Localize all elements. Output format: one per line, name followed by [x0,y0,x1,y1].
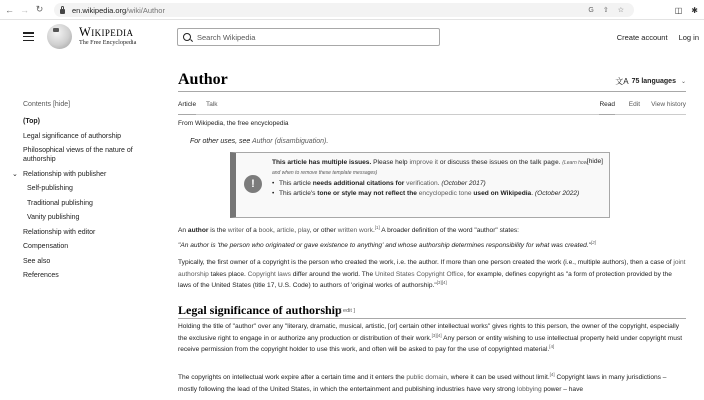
text: , [272,227,277,234]
paragraph-quote [178,240,686,252]
public-domain-link[interactable]: public domain [406,374,448,381]
improve-it-link[interactable]: improve it [409,159,439,166]
logo-title: Wikipedia [79,25,134,39]
written-work-link[interactable]: written work [337,227,373,234]
share-icon[interactable]: ⇧ [602,7,609,14]
page-title: Author [178,71,228,88]
reference-2[interactable]: [2] [590,239,596,245]
article-link[interactable]: article [276,227,295,234]
tab-view-history[interactable]: View history [651,101,686,108]
issues-text: or discuss these issues on the [438,159,531,166]
table-of-contents [12,101,168,286]
us-copyright-office-link[interactable]: United States Copyright Office [374,270,464,278]
reference-4[interactable]: [4] [549,343,555,349]
issue-date: (October 2022) [534,189,580,197]
issue-tone: • This article's tone or style may not reflect the encyclopedic tone used on Wikipedia. (October 2022) [272,189,592,199]
edit-section-link[interactable]: [ edit ] [340,308,355,314]
create-account-link[interactable]: Create account [616,33,668,42]
toc-item-relationship-publisher[interactable] [12,170,168,179]
text: Any person or entity wishing to use intellectual property held under copyright must receive permission from the copyright holder to use this work, and often will be asked to pay for the use of copyrighted material. [178,334,683,353]
tab-edit[interactable]: Edit [628,101,640,108]
talk-page-link[interactable]: talk page [530,159,559,166]
issue-text: This article [279,180,313,187]
toc-item-traditional-publishing[interactable]: Traditional publishing [27,199,93,207]
issue-date: (October 2017) [441,180,486,187]
text: A broader definition of the word "author" states: [379,227,520,234]
tab-article[interactable]: Article [178,101,197,108]
wikipedia-wordmark[interactable] [79,26,136,46]
reference-3-4[interactable]: [3][4] [436,279,447,285]
issue-bold: needs additional citations for [312,180,407,187]
toc-item-see-also[interactable]: See also [23,257,51,265]
disambiguation-link[interactable]: Author (disambiguation) [252,138,327,145]
copyright-laws-link[interactable]: Copyright laws [247,270,291,278]
browser-toolbar [0,0,704,20]
wikipedia-globe-logo[interactable] [47,24,72,49]
exclamation-icon: ! [244,175,262,193]
toc-item-references[interactable]: References [23,272,59,279]
lock-icon[interactable] [60,9,65,14]
translate-icon: 文A [615,77,629,86]
back-arrow-icon[interactable]: ← [5,4,14,15]
languages-button[interactable] [615,76,686,87]
issue-text: This article's [279,189,318,197]
section-heading-legal [178,301,686,319]
text: The copyrights on intellectual work expire after a certain time and it enters the [178,374,407,381]
toc-item-top[interactable]: (Top) [23,118,40,125]
text: Copyright laws in many jurisdictions – mostly following the lead of the United States, in which the entertainment and publishing industries have very strong [178,374,667,393]
forward-arrow-icon[interactable]: → [20,4,29,15]
toc-item-relationship-editor[interactable]: Relationship with editor [23,228,96,236]
hide-issues-button[interactable]: [hide] [586,158,603,165]
hatnote [178,138,686,145]
paragraph-public-domain [178,372,686,395]
main-menu-icon[interactable] [23,32,34,41]
toc-item-legal-significance[interactable]: Legal significance of authorship [23,132,122,140]
section-title: Legal significance of authorship [178,303,342,317]
logo-subtitle: The Free Encyclopedia [79,39,137,46]
paragraph-copyright [178,257,686,292]
log-in-link[interactable]: Log in [678,33,699,42]
toc-item-self-publishing[interactable]: Self-publishing [27,185,73,192]
text: power – have [541,385,584,393]
bold-term: author [187,227,209,234]
chevron-down-icon[interactable]: ⌄ [12,170,18,178]
issues-text: . [558,159,563,166]
text: . [372,227,375,234]
issue-bold: used on Wikipedia [471,189,532,197]
toc-title[interactable]: Contents [hide] [23,101,71,108]
address-bar[interactable] [54,3,634,17]
toc-item-label: Relationship with publisher [23,170,107,178]
hatnote-text: For other uses, see [190,138,252,145]
tab-talk[interactable]: Talk [206,101,218,108]
search-input[interactable] [197,33,427,42]
play-link[interactable]: play [297,227,310,234]
search-box[interactable] [177,28,440,46]
extensions-icon[interactable]: ✱ [691,5,698,15]
encyclopedic-tone-link[interactable]: encyclopedic tone [418,189,472,197]
paragraph-intro [178,225,686,237]
tab-read[interactable]: Read [599,101,615,108]
chevron-down-icon: ⌄ [680,79,686,85]
text: Holding the title of "author" over any "literary, dramatic, musical, artistic, [or] certain other intellectual works" gives rights to this person, the owner of the copyright, especially the exclusive right to engage in or authorize any production or distribution of their work. [178,323,680,342]
toc-item-philosophical-views[interactable]: Philosophical views of the nature of authorship [23,147,133,163]
google-lens-icon[interactable]: G [588,6,594,14]
reading-list-icon[interactable]: ◫ [674,5,683,15]
joint-authorship-link[interactable]: joint authorship [178,259,686,278]
text: An [178,227,188,234]
issue-bold: tone or style may not reflect the [317,189,419,197]
star-icon[interactable]: ☆ [617,7,624,14]
issue-citations: • This article needs additional citations for verification. (October 2017) [272,179,592,189]
text: , or other [309,227,338,234]
reload-icon[interactable]: ↻ [35,4,44,14]
url-text[interactable]: en.wikipedia.org/wiki/Author [72,5,165,15]
site-tagline: From Wikipedia, the free encyclopedia [178,120,289,127]
reference-4[interactable]: [4] [549,371,555,377]
search-icon [183,33,191,41]
article-main [178,70,686,393]
issues-text: Please help [371,159,410,166]
verification-link[interactable]: verification [406,180,438,187]
paragraph-legal [178,321,686,356]
text: , [294,227,298,234]
reference-3-4[interactable]: [3][4] [431,332,442,338]
text: , where it can be used without limit. [447,374,550,381]
lobbying-link[interactable]: lobbying [517,385,542,393]
text: is the [208,227,228,234]
quote-text: "An author is 'the person who originated or gave existence to anything' and whose authorship determines responsibility for what was created." [178,242,591,249]
text: takes place. [208,270,248,278]
book-link[interactable]: book [258,227,273,234]
multiple-issues-box [230,152,610,218]
learn-how-link[interactable]: (Learn how and when to remove these template messages) [272,160,588,176]
issues-summary [272,158,592,178]
toc-item-compensation[interactable]: Compensation [23,243,69,250]
text: of a [243,227,259,234]
text: Typically, the first owner of a copyright is the person who created the work, i.e. the author. If more than one person created the work (i.e., multiple authors), then a case of [178,259,674,266]
writer-link[interactable]: writer [227,227,244,234]
hatnote-text: . [326,138,329,145]
issues-lead: This article has multiple issues. [272,159,372,166]
reference-1[interactable]: [1] [374,224,380,230]
text: differ around the world. The [290,270,375,278]
toc-item-vanity-publishing[interactable]: Vanity publishing [27,214,80,221]
languages-label: 75 languages [631,78,676,85]
text: , for example, defines copyright as "a form of protection provided by the laws of the United States (title 17, U.S. Code) to authors of 'original works of authorship." [178,270,672,289]
